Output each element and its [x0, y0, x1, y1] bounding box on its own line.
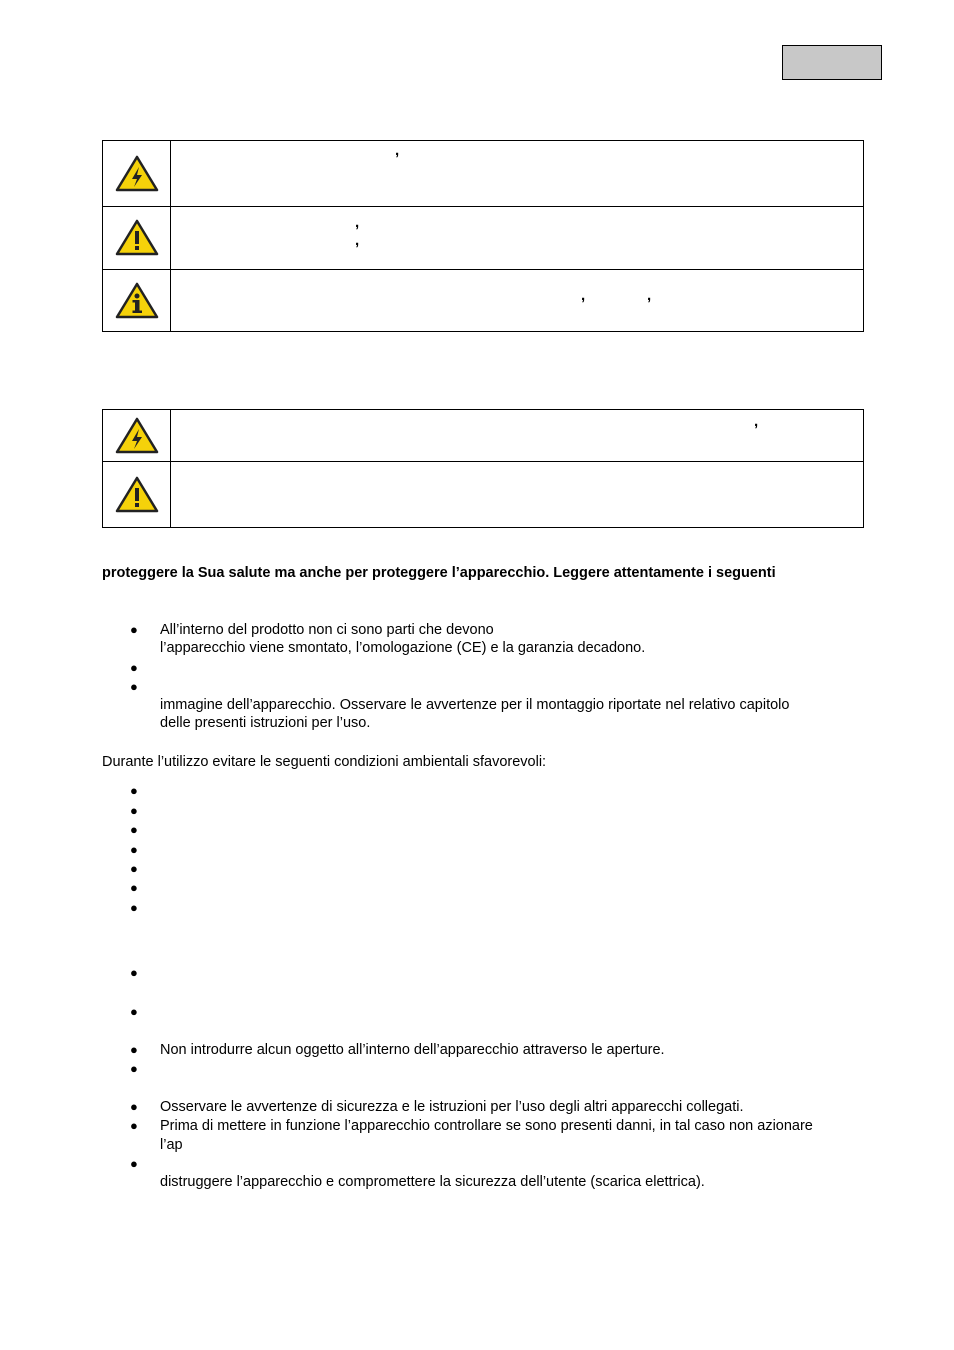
table-row: [103, 270, 864, 332]
exclamation-warning-icon: [115, 476, 159, 514]
intro-bold-text: proteggere la Sua salute ma anche per proteggere l’apparecchio. Leggere attentamente i seguenti: [102, 565, 776, 581]
info-icon: [115, 282, 159, 320]
table-row: [103, 462, 864, 528]
punctuation-mark: ,: [395, 142, 400, 159]
list-item-continuation: delle presenti istruzioni per l’uso.: [160, 715, 371, 731]
language-box: [782, 45, 882, 80]
bullet-icon: ●: [130, 1156, 138, 1171]
list-item-continuation: l’apparecchio viene smontato, l’omologazione (CE) e la garanzia decadono.: [160, 640, 646, 656]
punctuation-mark: ,: [355, 232, 360, 249]
punctuation-mark: ,: [355, 214, 360, 231]
list-item-continuation: l’ap: [160, 1137, 183, 1153]
bullet-icon: ●: [130, 900, 138, 915]
table-row: [103, 207, 864, 270]
bullet-icon: ●: [130, 679, 138, 694]
bullet-icon: ●: [130, 1004, 138, 1019]
punctuation-mark: ,: [581, 287, 586, 304]
bullet-icon: ●: [130, 842, 138, 857]
bullet-icon: ●: [130, 822, 138, 837]
punctuation-mark: ,: [647, 287, 652, 304]
bullet-icon: ●: [130, 1099, 138, 1114]
lightning-warning-icon: [115, 155, 159, 193]
table-row: [103, 141, 864, 207]
table-row: [103, 410, 864, 462]
bullet-icon: ●: [130, 880, 138, 895]
bullet-icon: ●: [130, 1061, 138, 1076]
bullet-icon: ●: [130, 783, 138, 798]
bullet-icon: ●: [130, 803, 138, 818]
bullet-icon: ●: [130, 965, 138, 980]
safety-table: [102, 409, 864, 528]
bullet-icon: ●: [130, 861, 138, 876]
list-item-continuation: distruggere l’apparecchio e compromettere la sicurezza dell’utente (scarica elettrica).: [160, 1174, 705, 1190]
exclamation-warning-icon: [115, 219, 159, 257]
bullet-icon: ●: [130, 622, 138, 637]
list-item-continuation: immagine dell’apparecchio. Osservare le avvertenze per il montaggio riportate nel relativo capitolo: [160, 697, 790, 713]
bullet-icon: ●: [130, 660, 138, 675]
bullet-icon: ●: [130, 1042, 138, 1057]
conditions-heading: Durante l’utilizzo evitare le seguenti condizioni ambientali sfavorevoli:: [102, 754, 547, 770]
bullet-icon: ●: [130, 1118, 138, 1133]
symbol-table: [102, 140, 864, 332]
punctuation-mark: ,: [754, 413, 759, 430]
lightning-warning-icon: [115, 417, 159, 455]
